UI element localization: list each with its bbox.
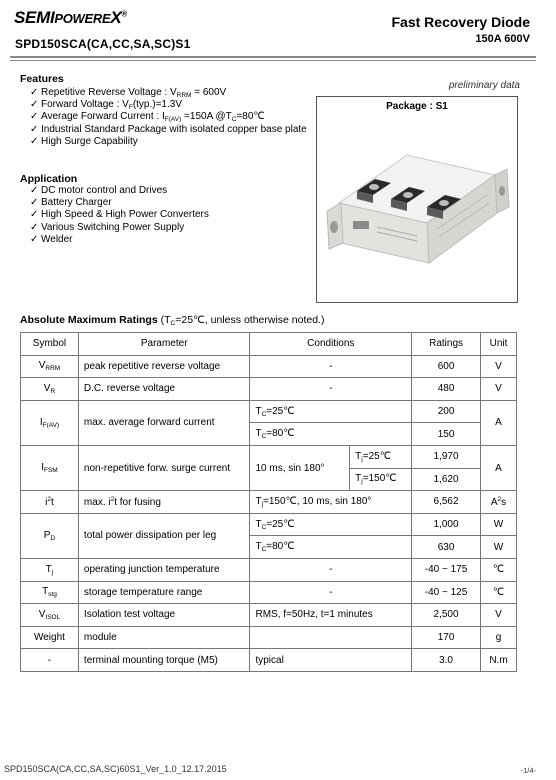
product-type: Fast Recovery Diode xyxy=(391,14,530,30)
col-header-symbol: Symbol xyxy=(21,333,79,356)
ratings-table xyxy=(20,332,517,672)
list-item: ✓ Average Forward Current : $I_{F(AV)} =150A$ $@T_C=80℃$ xyxy=(30,111,265,124)
table-row: $I_{F(AV)}$ max. average forward current $T_C=25℃$ 200 A xyxy=(21,400,517,423)
table-row: Weight module 170 g xyxy=(21,626,517,649)
check-icon: ✓ xyxy=(30,135,39,147)
table-row: - terminal mounting torque (M5) typical 3.0 N.m xyxy=(21,649,517,672)
symbol-cell: $I_{FSM}$ xyxy=(21,445,79,490)
package-box xyxy=(316,96,518,303)
list-item: ✓ High Surge Capability xyxy=(30,135,138,147)
table-row: $T_j$ operating junction temperature - -40 ~ 175 ℃ xyxy=(21,558,517,581)
col-header-ratings: Ratings xyxy=(412,333,481,356)
symbol-cell: $P_D$ xyxy=(21,513,79,558)
symbol-cell: $T_j$ xyxy=(21,558,79,581)
list-item: ✓ Repetitive Reverse Voltage : $V_{RRM} = 600V$ xyxy=(30,87,227,99)
table-row: $T_j=150℃$ 1,620 xyxy=(21,468,517,491)
table-row: $I_{FSM}$ non-repetitive forw. surge current 10 ms, sin 180° $T_j=25℃$ 1,970 A xyxy=(21,445,517,468)
package-label: Package : S1 xyxy=(386,101,448,112)
col-header-parameter: Parameter xyxy=(78,333,250,356)
list-item: ✓ High Speed & High Power Converters xyxy=(30,209,209,221)
table-row: $T_{stg}$ storage temperature range - -40 ~ 125 ℃ xyxy=(21,581,517,604)
page-number: -1/4- xyxy=(520,766,536,775)
table-row: $T_C=80℃$ 150 xyxy=(21,423,517,446)
table-row: $V_R$ D.C. reverse voltage - 480 V xyxy=(21,378,517,401)
part-number: SPD150SCA(CA,CC,SA,SC)S1 xyxy=(15,37,191,51)
check-icon: ✓ xyxy=(30,233,39,245)
table-row: $i^2t$ max. $i^2t$ for fusing $T_j=150℃$, 10 ms, sin 180° 6,562 $A^2s$ xyxy=(21,491,517,514)
col-header-unit: Unit xyxy=(480,333,516,356)
table-header-row xyxy=(21,333,517,356)
symbol-cell: Weight xyxy=(21,626,79,649)
features-list xyxy=(30,87,307,148)
list-item: ✓ Welder xyxy=(30,233,73,245)
table-row: $V_{RRM}$ peak repetitive reverse voltage - 600 V xyxy=(21,355,517,378)
header-rule-thin xyxy=(10,60,536,61)
check-icon: ✓ xyxy=(30,87,39,98)
application-list xyxy=(30,185,209,246)
symbol-cell: - xyxy=(21,649,79,672)
check-icon: ✓ xyxy=(30,111,39,123)
check-icon: ✓ xyxy=(30,185,39,196)
footer-doc-id: SPD150SCA(CA,CC,SA,SC)60S1_Ver_1.0_12.17.2015 xyxy=(4,764,227,774)
list-item: ✓ Various Switching Power Supply xyxy=(30,221,185,233)
check-icon: ✓ xyxy=(30,221,39,233)
list-item: ✓ DC motor control and Drives xyxy=(30,185,168,196)
symbol-cell: $V_{ISOL}$ xyxy=(21,604,79,627)
symbol-cell: $V_R$ xyxy=(21,378,79,401)
brand-logo: SEMIPOWEREX® xyxy=(14,8,128,27)
table-row: $T_C=80℃$ 630 W xyxy=(21,536,517,559)
product-rating: 150A 600V xyxy=(475,33,530,45)
col-header-conditions: Conditions xyxy=(250,333,412,356)
symbol-cell: $T_{stg}$ xyxy=(21,581,79,604)
symbol-cell: $V_{RRM}$ xyxy=(21,355,79,378)
list-item: ✓ Forward Voltage : $V_F(typ.)=1.3V$ xyxy=(30,99,183,112)
product-heading xyxy=(392,14,531,45)
list-item: ✓ Battery Charger xyxy=(30,197,112,209)
symbol-cell: $i^2t$ xyxy=(21,491,79,514)
header-rule xyxy=(10,56,536,58)
check-icon: ✓ xyxy=(30,197,39,209)
check-icon: ✓ xyxy=(30,123,39,135)
symbol-cell: $I_{F(AV)}$ xyxy=(21,400,79,445)
features-title: Features xyxy=(20,73,64,85)
table-row: $P_D$ total power dissipation per leg $T_C=25℃$ 1,000 W xyxy=(21,513,517,536)
preliminary-note: preliminary data xyxy=(448,80,520,91)
ratings-title: Absolute Maximum Ratings ($T_C=25℃$, unless otherwise noted.) xyxy=(20,314,325,327)
module-photo xyxy=(317,111,517,301)
application-title: Application xyxy=(20,173,78,185)
list-item: ✓ Industrial Standard Package with isolated copper base plate xyxy=(30,123,307,135)
check-icon: ✓ xyxy=(30,99,39,111)
table-row: $V_{ISOL}$ Isolation test voltage RMS, f=50Hz, t=1 minutes 2,500 V xyxy=(21,604,517,627)
check-icon: ✓ xyxy=(30,209,39,221)
